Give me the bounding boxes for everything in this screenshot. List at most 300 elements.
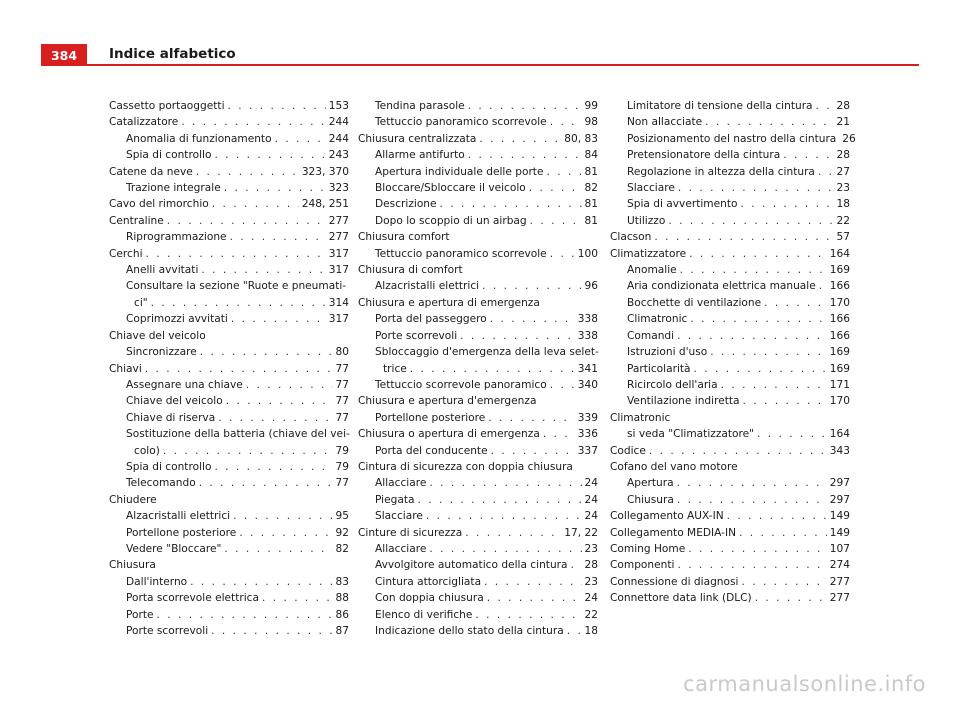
dot-leader: [689, 246, 827, 262]
entry-label: Cintura di sicurezza con doppia chiusura: [358, 460, 573, 473]
dot-leader: [491, 443, 575, 459]
index-subentry: [610, 361, 850, 377]
entry-label: Portellone posteriore: [375, 411, 486, 424]
dot-leader: [199, 475, 333, 491]
page-reference: 23: [584, 542, 598, 555]
page-reference: 24: [584, 493, 598, 506]
entry-label-continuation: ci": [134, 296, 148, 309]
page-reference: 243: [328, 149, 349, 162]
dot-leader: [151, 295, 326, 311]
entry-label: Istruzioni d'uso: [627, 346, 708, 359]
entry-label: Chiudere: [109, 493, 157, 506]
page-reference: 18: [836, 198, 850, 211]
index-column-3: [610, 98, 856, 607]
page-reference: 81: [584, 214, 598, 227]
page-reference: 21: [836, 116, 850, 129]
index-entry: [109, 557, 349, 573]
page-reference: 77: [335, 378, 349, 391]
entry-label: Porta scorrevole elettrica: [126, 592, 259, 605]
dot-leader: [246, 377, 333, 393]
entry-label: Avvolgitore automatico della cintura: [375, 559, 568, 572]
index-subentry: [109, 574, 349, 590]
dot-leader: [677, 475, 827, 491]
index-subentry: [109, 344, 349, 360]
page-reference: 164: [829, 247, 850, 260]
dot-leader: [543, 426, 575, 442]
entry-label: Porte: [126, 608, 154, 621]
entry-label: Climatizzatore: [610, 247, 687, 260]
page-reference: 274: [829, 559, 850, 572]
dot-leader: [783, 147, 833, 163]
entry-label: Connettore data link (DLC): [610, 592, 752, 605]
entry-label: Cofano del vano motore: [610, 460, 738, 473]
page-reference: 169: [829, 362, 850, 375]
page-reference: 164: [829, 428, 850, 441]
dot-leader: [417, 492, 581, 508]
entry-label: Con doppia chiusura: [375, 592, 484, 605]
index-subentry: [358, 410, 598, 426]
entry-label: Spia di controllo: [126, 149, 212, 162]
dot-leader: [488, 410, 574, 426]
dot-leader: [550, 246, 575, 262]
index-subentry: [358, 541, 598, 557]
entry-label: Spia di avvertimento: [627, 198, 738, 211]
entry-label: Assegnare una chiave: [126, 378, 243, 391]
index-subentry: [109, 475, 349, 491]
entry-label: Catene da neve: [109, 165, 193, 178]
index-entry: [358, 459, 598, 475]
index-subentry: [358, 377, 598, 393]
index-subentry: [109, 623, 349, 639]
dot-leader: [163, 443, 333, 459]
page-reference: 99: [584, 100, 598, 112]
page-reference: 24: [584, 477, 598, 490]
index-entry: [610, 443, 850, 459]
index-entry: [109, 196, 349, 212]
page-reference: 96: [584, 280, 598, 293]
page-reference: 86: [335, 608, 349, 621]
entry-label: Sostituzione della batteria (chiave del vei-: [126, 428, 350, 441]
index-subentry: [610, 426, 850, 442]
index-subentry: [610, 147, 850, 163]
entry-label: Ventilazione indiretta: [627, 395, 740, 408]
entry-label: Pretensionatore della cintura: [627, 149, 781, 162]
index-subentry: [109, 131, 349, 147]
index-subentry: [610, 328, 850, 344]
dot-leader: [479, 131, 561, 147]
page-number-badge: [41, 44, 87, 66]
page-reference: 23: [836, 182, 850, 195]
entry-label: Porta del conducente: [375, 444, 488, 457]
index-entry: [358, 393, 598, 409]
index-entry: [358, 426, 598, 442]
dot-leader: [484, 574, 581, 590]
page-reference: 169: [829, 264, 850, 277]
index-subentry: [358, 590, 598, 606]
dot-leader: [429, 475, 581, 491]
index-subentry: [358, 164, 598, 180]
dot-leader: [233, 508, 332, 524]
index-subentry: [358, 557, 598, 573]
dot-leader: [157, 607, 333, 623]
page-reference: 149: [829, 510, 850, 523]
entry-label: Codice: [610, 444, 646, 457]
entry-label: Apertura individuale delle porte: [375, 165, 544, 178]
entry-label: Climatronic: [627, 313, 688, 326]
index-subentry: [610, 131, 856, 147]
page-number: 384: [50, 47, 78, 63]
page-reference: 317: [328, 313, 349, 326]
header-divider: [41, 64, 919, 66]
dot-leader: [567, 623, 582, 639]
entry-label: Allarme antifurto: [375, 149, 465, 162]
page-reference: 79: [335, 460, 349, 473]
index-entry: [610, 525, 850, 541]
page-reference: 314: [328, 296, 349, 309]
entry-label: Apertura: [627, 477, 674, 490]
page-reference: 23: [584, 575, 598, 588]
entry-label: Chiusura centralizzata: [358, 132, 477, 145]
entry-label: Bloccare/Sbloccare il veicolo: [375, 182, 526, 195]
page-reference: 18: [584, 625, 598, 637]
entry-label: Chiusura e apertura d'emergenza: [358, 395, 537, 408]
index-entry: [358, 229, 598, 245]
dot-leader: [211, 623, 332, 639]
page-reference: 57: [836, 231, 850, 244]
entry-label: Collegamento AUX-IN: [610, 510, 724, 523]
page-reference: 336: [577, 428, 598, 441]
entry-label: Sincronizzare: [126, 346, 197, 359]
page-reference: 170: [829, 296, 850, 309]
index-column-1: [109, 98, 349, 639]
dot-leader: [262, 590, 333, 606]
index-subentry: [358, 98, 598, 114]
page-reference: 317: [328, 264, 349, 277]
entry-label: Porta del passeggero: [375, 313, 487, 326]
entry-label: Chiave di riserva: [126, 411, 216, 424]
dot-leader: [201, 262, 325, 278]
page-reference: 153: [328, 100, 349, 112]
index-subentry: [610, 475, 850, 491]
entry-label: Coming Home: [610, 542, 686, 555]
entry-label: Non allacciate: [627, 116, 703, 129]
dot-leader: [214, 459, 332, 475]
index-subentry: [610, 295, 850, 311]
index-subentry: [109, 607, 349, 623]
dot-leader: [710, 344, 827, 360]
page-reference: 98: [584, 116, 598, 129]
dot-leader: [212, 196, 299, 212]
index-subentry: [358, 492, 598, 508]
entry-label: Tendina parasole: [375, 100, 465, 112]
entry-label: Tettuccio scorrevole panoramico: [375, 378, 547, 391]
index-subentry: [358, 180, 598, 196]
entry-label: Chiavi: [109, 362, 142, 375]
index-subentry: [109, 377, 349, 393]
entry-label: Aria condizionata elettrica manuale: [627, 280, 816, 293]
index-subentry: [358, 246, 598, 262]
dot-leader: [426, 508, 582, 524]
dot-leader: [226, 393, 333, 409]
page-reference: 79: [335, 444, 349, 457]
index-entry: [358, 525, 598, 541]
page-reference: 82: [584, 182, 598, 195]
entry-label: Anomalie: [627, 264, 677, 277]
page-reference: 77: [335, 411, 349, 424]
entry-label: Componenti: [610, 559, 675, 572]
dot-leader: [239, 525, 332, 541]
entry-label: Dopo lo scoppio di un airbag: [375, 214, 527, 227]
entry-label: Bocchette di ventilazione: [627, 296, 762, 309]
index-subentry: [109, 590, 349, 606]
entry-label: Slacciare: [375, 510, 423, 523]
dot-leader: [668, 213, 833, 229]
page-reference: 166: [829, 280, 850, 293]
dot-leader: [231, 311, 326, 327]
dot-leader: [550, 377, 575, 393]
page-reference: 88: [335, 592, 349, 605]
index-subentry: [109, 311, 349, 327]
entry-label: Tettuccio panoramico scorrevole: [375, 247, 547, 260]
index-subentry: [358, 344, 598, 377]
index-subentry: [109, 278, 349, 311]
page-reference: 277: [829, 575, 850, 588]
page-reference: 28: [584, 559, 598, 572]
page-reference: 87: [335, 625, 349, 637]
dot-leader: [818, 164, 834, 180]
index-entry: [610, 246, 850, 262]
dot-leader: [410, 361, 575, 377]
index-subentry: [109, 426, 349, 459]
entry-label: Telecomando: [126, 477, 196, 490]
dot-leader: [468, 98, 582, 114]
index-subentry: [610, 114, 850, 130]
index-subentry: [109, 459, 349, 475]
index-subentry: [358, 213, 598, 229]
index-subentry: [109, 262, 349, 278]
index-subentry: [358, 278, 598, 294]
page-reference: 170: [829, 395, 850, 408]
entry-label: Cintura attorcigliata: [375, 575, 482, 588]
entry-label: Particolarità: [627, 362, 691, 375]
index-subentry: [358, 443, 598, 459]
dot-leader: [677, 557, 826, 573]
dot-leader: [214, 147, 325, 163]
dot-leader: [230, 229, 326, 245]
entry-label: Descrizione: [375, 198, 437, 211]
entry-label: Indicazione dello stato della cintura: [375, 625, 564, 637]
entry-label: Chiusura e apertura di emergenza: [358, 296, 540, 309]
dot-leader: [764, 295, 827, 311]
page-reference: 338: [577, 313, 598, 326]
index-subentry: [610, 311, 850, 327]
entry-label: si veda "Climatizzatore": [627, 428, 755, 441]
entry-label: Tettuccio panoramico scorrevole: [375, 116, 547, 129]
dot-leader: [757, 426, 827, 442]
entry-label: Anelli avvitati: [126, 264, 199, 277]
index-entry: [610, 508, 850, 524]
page-reference: 80, 83: [564, 132, 598, 145]
index-subentry: [610, 492, 850, 508]
dot-leader: [727, 508, 827, 524]
dot-leader: [740, 196, 833, 212]
dot-leader: [819, 278, 827, 294]
page-reference: 337: [577, 444, 598, 457]
entry-label: Allacciare: [375, 477, 427, 490]
dot-leader: [677, 328, 827, 344]
index-subentry: [109, 180, 349, 196]
entry-label: Sbloccaggio d'emergenza della leva selet-: [375, 346, 599, 359]
page-reference: 248, 251: [301, 198, 349, 211]
dot-leader: [688, 541, 827, 557]
dot-leader: [530, 213, 582, 229]
page-reference: 277: [829, 592, 850, 605]
page-reference: 81: [584, 165, 598, 178]
entry-label: Collegamento MEDIA-IN: [610, 526, 737, 539]
page-reference: 17, 22: [564, 526, 598, 539]
index-subentry: [109, 147, 349, 163]
watermark-text: carmanualsonline.info: [683, 672, 926, 696]
page-reference: 27: [836, 165, 850, 178]
index-entry: [109, 328, 349, 344]
dot-leader: [741, 574, 826, 590]
dot-leader: [181, 114, 325, 130]
dot-leader: [440, 196, 582, 212]
page-reference: 77: [335, 477, 349, 490]
dot-leader: [167, 213, 326, 229]
entry-label: Spia di controllo: [126, 460, 212, 473]
page-reference: 171: [829, 378, 850, 391]
index-subentry: [610, 262, 850, 278]
index-entry: [610, 410, 850, 426]
entry-label: Chiusura: [627, 493, 674, 506]
index-subentry: [358, 114, 598, 130]
page-reference: 77: [335, 362, 349, 375]
entry-label: Cassetto portaoggetti: [109, 100, 225, 112]
index-entry: [610, 229, 850, 245]
index-subentry: [610, 393, 850, 409]
dot-leader: [705, 114, 833, 130]
index-entry: [109, 361, 349, 377]
entry-label: Posizionamento del nastro della cintura: [627, 132, 837, 145]
index-entry: [109, 213, 349, 229]
dot-leader: [196, 164, 299, 180]
entry-label: Centraline: [109, 214, 164, 227]
page-reference: 317: [328, 247, 349, 260]
entry-label: Vedere "Bloccare": [126, 542, 222, 555]
dot-leader: [690, 311, 826, 327]
page-reference: 80: [335, 346, 349, 359]
entry-label: Slacciare: [627, 182, 675, 195]
dot-leader: [200, 344, 333, 360]
entry-label: Trazione integrale: [126, 182, 221, 195]
index-entry: [109, 164, 349, 180]
page-reference: 338: [577, 329, 598, 342]
index-entry: [358, 131, 598, 147]
dot-leader: [475, 607, 581, 623]
page-reference: 323, 370: [301, 165, 349, 178]
index-subentry: [358, 623, 598, 639]
index-subentry: [610, 213, 850, 229]
dot-leader: [487, 590, 582, 606]
index-entry: [610, 459, 850, 475]
entry-label: Coprimozzi avvitati: [126, 313, 228, 326]
page-reference: 107: [829, 542, 850, 555]
index-subentry: [358, 328, 598, 344]
page-reference: 81: [584, 198, 598, 211]
index-subentry: [358, 508, 598, 524]
entry-label: Chiusura o apertura di emergenza: [358, 428, 540, 441]
index-subentry: [358, 475, 598, 491]
dot-leader: [275, 131, 326, 147]
entry-label: Allacciare: [375, 542, 427, 555]
page-reference: 95: [335, 510, 349, 523]
dot-leader: [218, 410, 332, 426]
index-subentry: [358, 607, 598, 623]
entry-label: Comandi: [627, 329, 675, 342]
dot-leader: [190, 574, 332, 590]
page-reference: 28: [836, 149, 850, 162]
page-reference: 339: [577, 411, 598, 424]
dot-leader: [145, 361, 333, 377]
page-reference: 166: [829, 313, 850, 326]
entry-label: Ricircolo dell'aria: [627, 378, 718, 391]
entry-label: Clacson: [610, 231, 652, 244]
dot-leader: [816, 98, 834, 114]
page-reference: 297: [829, 477, 850, 490]
dot-leader: [755, 590, 827, 606]
dot-leader: [482, 278, 581, 294]
index-subentry: [358, 574, 598, 590]
dot-leader: [721, 377, 827, 393]
page-reference: 323: [328, 182, 349, 195]
index-subentry: [610, 196, 850, 212]
index-entry: [358, 262, 598, 278]
entry-label: Alzacristalli elettrici: [375, 280, 480, 293]
dot-leader: [490, 311, 575, 327]
dot-leader: [678, 180, 834, 196]
index-subentry: [610, 164, 850, 180]
dot-leader: [694, 361, 827, 377]
page-reference: 24: [584, 510, 598, 523]
dot-leader: [429, 541, 581, 557]
dot-leader: [743, 393, 827, 409]
index-subentry: [610, 278, 850, 294]
page-reference: 169: [829, 346, 850, 359]
dot-leader: [680, 262, 827, 278]
index-subentry: [610, 180, 850, 196]
entry-label: Cinture di sicurezza: [358, 526, 463, 539]
index-entry: [109, 98, 349, 114]
index-entry: [109, 492, 349, 508]
entry-label: Climatronic: [610, 411, 671, 424]
page-reference: 244: [328, 116, 349, 129]
index-entry: [358, 295, 598, 311]
index-subentry: [610, 344, 850, 360]
index-entry: [109, 246, 349, 262]
entry-label: Portellone posteriore: [126, 526, 237, 539]
page-reference: 166: [829, 329, 850, 342]
entry-label: Chiave del veicolo: [126, 395, 223, 408]
dot-leader: [546, 164, 581, 180]
page-reference: 84: [584, 149, 598, 162]
page-reference: 277: [328, 231, 349, 244]
dot-leader: [654, 229, 833, 245]
dot-leader: [649, 443, 827, 459]
entry-label: Riprogrammazione: [126, 231, 227, 244]
entry-label: Piegata: [375, 493, 415, 506]
entry-label: Catalizzatore: [109, 116, 179, 129]
